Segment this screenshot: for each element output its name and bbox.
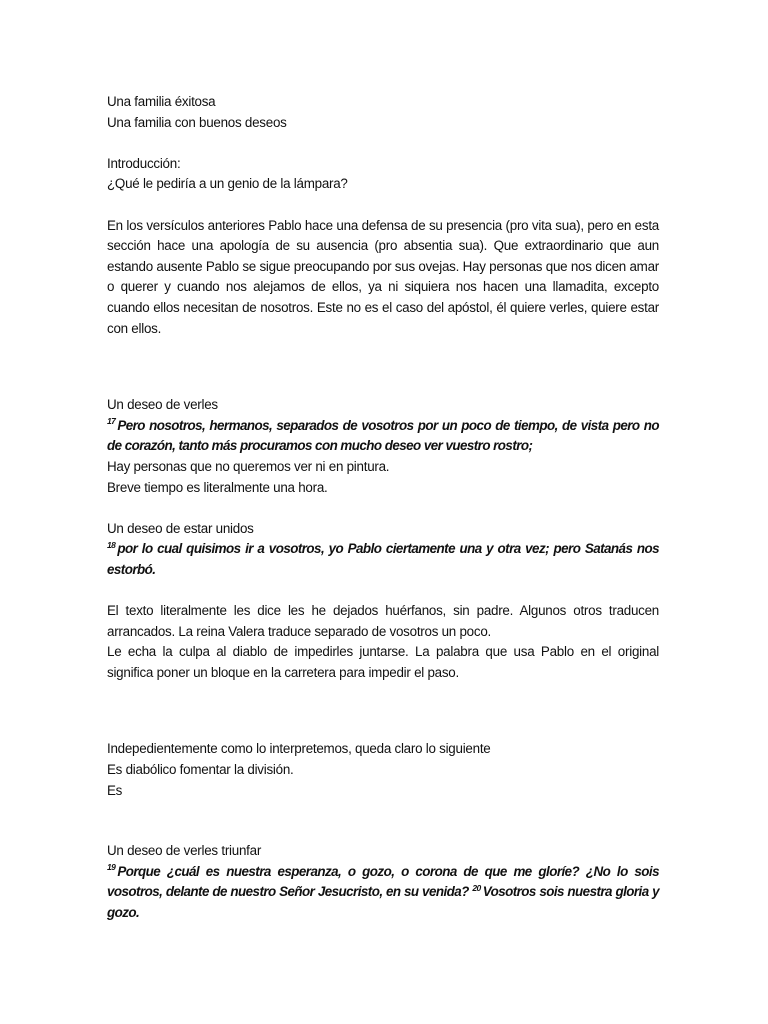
section-heading-verles: Un deseo de verles [107,397,218,413]
document-title: Una familia éxitosa [107,94,216,109]
spacer [107,580,659,601]
spacer [107,339,659,395]
intro-paragraph: En los versículos anteriores Pablo hace una defensa de su presencia (pro vita sua), pero en esta sección hace una apología de su ausencia (pro absentia sua). Que extraordinario que aun estando ausente Pablo se sigue preocupando por sus ovejas. Hay personas que nos dicen amar o querer y cuando nos alejamos de ellos, ya ni siquiera nos hacen una llamadita, excepto cuando ellos necesitan de nosotros. Este no es el caso del apóstol, él quiere verles, quiere estar con ellos. [107,217,659,336]
section2-paragraph-2: Le echa la culpa al diablo de impedirles juntarse. La palabra que usa Pablo en el original significa poner un bloque en la carretera para impedir el paso. [107,644,659,680]
verse-19-20 [107,862,659,924]
verse-text: Porque ¿cuál es nuestra esperanza, o gozo, o corona de que me gloríe? ¿No lo sois vosotros, delante de nuestro Señor Jesucristo, en su venida? [107,863,659,900]
section2-paragraph-1: El texto literalmente les dice les he dejados huérfanos, sin padre. Algunos otros traducen arrancados. La reina Valera traduce separado de vosotros un poco. [107,603,659,639]
spacer [107,133,659,154]
verse-number: 17 [107,416,116,427]
note-line: Breve tiempo es literalmente una hora. [107,479,328,495]
conclusion-line: Indepedientemente como lo interpretemos, queda claro lo siguiente [107,741,491,757]
spacer [107,683,659,739]
conclusion-line: Es diabólico fomentar la división. [107,762,294,778]
section-heading-triunfar: Un deseo de verles triunfar [107,843,262,859]
verse-text: Pero nosotros, hermanos, separados de vosotros por un poco de tiempo, de vista pero no de corazón, tanto más procuramos con mucho deseo ver vuestro rostro; [107,417,659,454]
spacer [107,498,659,519]
spacer [107,195,659,216]
verse-number: 20 [472,882,481,893]
intro-question: ¿Qué le pediría a un genio de la lámpara? [107,176,348,192]
verse-18 [107,539,659,580]
verse-number: 19 [107,862,116,873]
verse-17 [107,416,659,457]
document-subtitle: Una familia con buenos deseos [107,114,287,130]
note-line: Hay personas que no queremos ver ni en pintura. [107,458,390,474]
conclusion-line: Es [107,782,123,798]
verse-number: 18 [107,539,116,550]
verse-text: Vosotros sois nuestra gloria y gozo. [107,884,660,920]
spacer [107,801,659,841]
intro-heading: Introducción: [107,155,181,171]
document-page [107,92,659,924]
section-heading-unidos: Un deseo de estar unidos [107,520,254,536]
verse-text: por lo cual quisimos ir a vosotros, yo Pablo ciertamente una y otra vez; pero Satanás nos estorbó. [107,541,659,577]
